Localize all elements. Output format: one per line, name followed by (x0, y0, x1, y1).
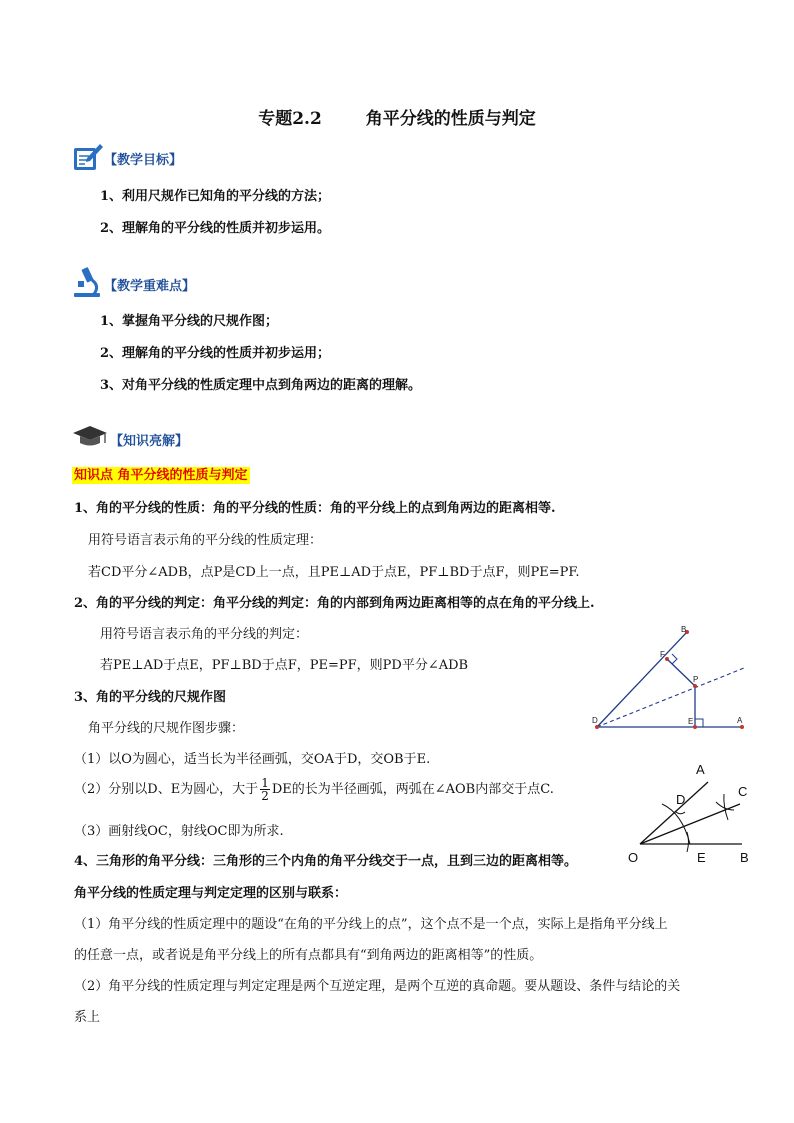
right-angle-f (672, 654, 677, 664)
relation-1-line-1: （1）角平分线的性质定理中的题设“在角的平分线上的点”，这个点不是一个点，实际上是指角平分线上 (74, 917, 668, 932)
knowledge-highlight (72, 464, 250, 483)
construction-figure (620, 758, 760, 870)
triangle-bisector-line (74, 850, 577, 869)
key-point-2: 2、理解角的平分线的性质并初步运用； (100, 346, 331, 361)
label-b: B (681, 625, 687, 634)
fraction-numerator: 1 (261, 776, 269, 790)
graduation-cap-icon (72, 424, 108, 448)
label-a: A (737, 716, 743, 725)
construction-heading: 3、角的平分线的尺规作图 (74, 690, 227, 705)
construction-steps-intro: 角平分线的尺规作图步骤： (88, 721, 245, 736)
arc-de (662, 804, 690, 844)
label-d: D (676, 792, 686, 807)
page-title (0, 104, 794, 129)
property-label: 1、角的平分线的性质： (74, 501, 214, 516)
point-d (595, 725, 599, 729)
key-points-heading: 【教学重难点】 (104, 279, 196, 294)
construction-step-2 (74, 776, 554, 804)
construction-step-3: （3）画射线OC，射线OC即为所求. (74, 824, 284, 839)
microscope-icon (70, 266, 104, 298)
label-p: P (693, 675, 699, 684)
judgment-line (74, 592, 595, 611)
bisector-dashed (597, 668, 744, 727)
knowledge-highlight-text: 知识点 角平分线的性质与判定 (74, 468, 248, 483)
arc-from-e (724, 794, 728, 820)
point-e (693, 725, 697, 729)
judgment-label: 2、角的平分线的判定： (74, 596, 214, 611)
label-o: O (628, 850, 639, 865)
ray-db (597, 632, 687, 727)
construction-step-2-pre: （2）分别以D、E为圆心，大于 (74, 782, 259, 797)
relation-1-line-2: 的任意一点，或者说是角平分线上的所有点都具有“到角两边的距离相等”的性质。 (74, 948, 543, 963)
label-e: E (697, 850, 706, 865)
relation-2-line-1: （2）角平分线的性质定理与判定定理是两个互逆定理，是两个互逆的真命题。要从题设、条件与结论的关 (74, 979, 681, 994)
fraction-denominator: 2 (261, 789, 269, 803)
relation-heading: 角平分线的性质定理与判定定理的区别与联系： (74, 886, 348, 901)
label-a: A (696, 762, 705, 777)
half-fraction (260, 777, 270, 802)
point-a (740, 725, 744, 729)
title-number: 专题2.2 (258, 109, 322, 129)
goals-item-1: 1、利用尺规作已知角的平分线的方法； (100, 189, 331, 204)
judgment-symbol-statement: 若PE⊥AD于点E，PF⊥BD于点F，PE=PF，则PD平分∠ADB (100, 658, 469, 673)
judgment-symbol-intro: 用符号语言表示角的平分线的判定： (100, 627, 309, 642)
point-p (693, 684, 697, 688)
label-d: D (592, 716, 598, 725)
knowledge-heading: 【知识亮解】 (110, 434, 189, 449)
property-line (74, 497, 556, 516)
goals-heading: 【教学目标】 (104, 153, 183, 168)
label-b: B (740, 850, 749, 865)
label-c: C (738, 784, 748, 799)
triangle-bisector-label: 4、三角形的角平分线： (74, 854, 214, 869)
bisector-property-figure (588, 620, 748, 736)
property-text: 角的平分线的性质：角的平分线上的点到角两边的距离相等. (213, 501, 556, 516)
triangle-bisector-text: 三角形的三个内角的角平分线交于一点，且到三边的距离相等。 (213, 854, 578, 869)
edit-note-icon (72, 142, 104, 172)
segment-pf (667, 659, 695, 686)
property-symbol-statement: 若CD平分∠ADB，点P是CD上一点，且PE⊥AD于点E，PF⊥BD于点F，则PE=PF. (88, 565, 580, 580)
goals-item-2: 2、理解角的平分线的性质并初步运用。 (100, 221, 331, 236)
property-symbol-intro: 用符号语言表示角的平分线的性质定理： (88, 533, 323, 548)
construction-step-2-post: DE的长为半径画弧，两弧在∠AOB内部交于点C. (271, 782, 554, 797)
label-f: F (660, 650, 665, 659)
construction-step-1: （1）以O为圆心，适当长为半径画弧，交OA于D，交OB于E. (74, 752, 431, 767)
relation-2-line-2: 系上 (74, 1010, 101, 1025)
key-point-1: 1、掌握角平分线的尺规作图； (100, 314, 279, 329)
judgment-text: 角平分线的判定：角的内部到角两边距离相等的点在角的平分线上. (213, 596, 595, 611)
key-point-3: 3、对角平分线的性质定理中点到角两边的距离的理解。 (100, 378, 422, 393)
label-e: E (688, 717, 694, 726)
point-f (665, 657, 669, 661)
title-text: 角平分线的性质与判定 (365, 109, 536, 129)
